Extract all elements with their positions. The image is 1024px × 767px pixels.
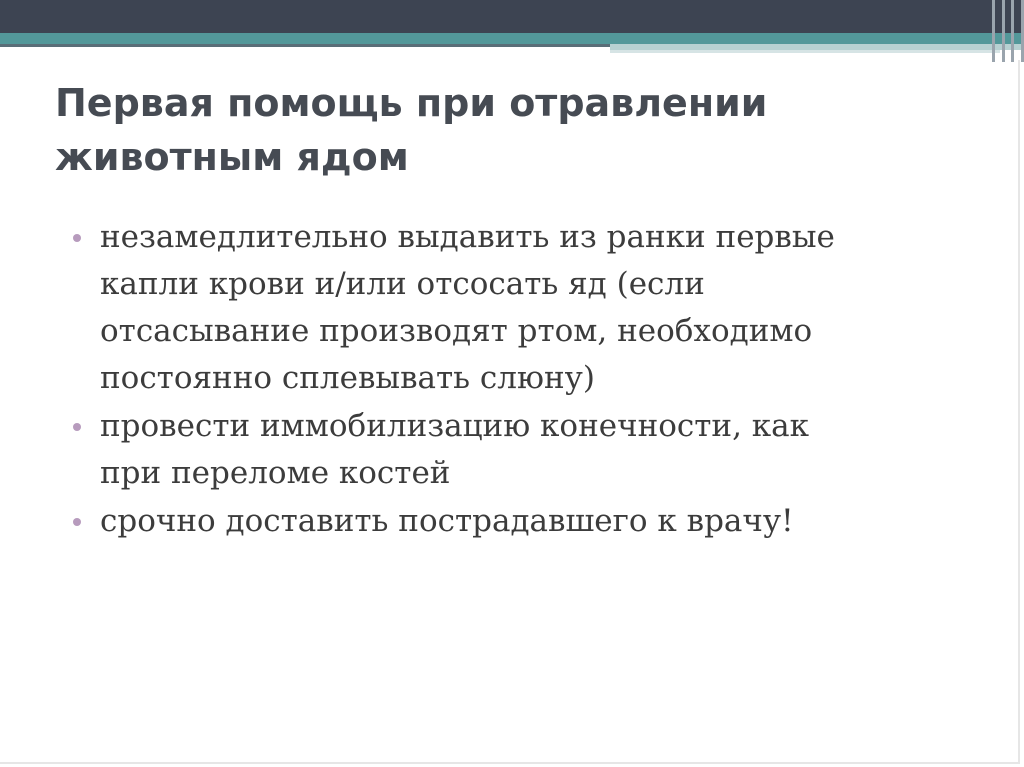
- bullet-dot-icon: [73, 423, 81, 431]
- bullet-line: срочно доставить пострадавшего к врачу!: [100, 503, 794, 539]
- accent-light-line: [610, 50, 1000, 53]
- stripe: [992, 0, 995, 62]
- bullet-dot-icon: [73, 234, 81, 242]
- accent-line: [0, 44, 610, 47]
- header-bar: [0, 0, 1024, 33]
- bullet-list: [70, 214, 970, 546]
- bullet-line: отсасывание производят ртом, необходимо: [100, 313, 813, 349]
- bullet-line: при переломе костей: [100, 455, 451, 491]
- bullet-dot-icon: [73, 518, 81, 526]
- title-line: Первая помощь при отравлении: [55, 81, 768, 125]
- stripe: [1011, 0, 1014, 62]
- decorative-stripes: [992, 0, 1024, 62]
- stripe: [1002, 0, 1005, 62]
- bullet-item: [70, 498, 970, 545]
- bullet-line: капли крови и/или отсосать яд (если: [100, 266, 705, 302]
- bullet-line: постоянно сплевывать слюну): [100, 360, 595, 396]
- bullet-item: [70, 214, 970, 402]
- slide-title: [55, 76, 955, 184]
- title-line: животным ядом: [55, 135, 409, 179]
- accent-band: [0, 33, 1024, 44]
- bullet-line: провести иммобилизацию конечности, как: [100, 408, 810, 444]
- bullet-line: незамедлительно выдавить из ранки первые: [100, 219, 835, 255]
- bullet-item: [70, 403, 970, 497]
